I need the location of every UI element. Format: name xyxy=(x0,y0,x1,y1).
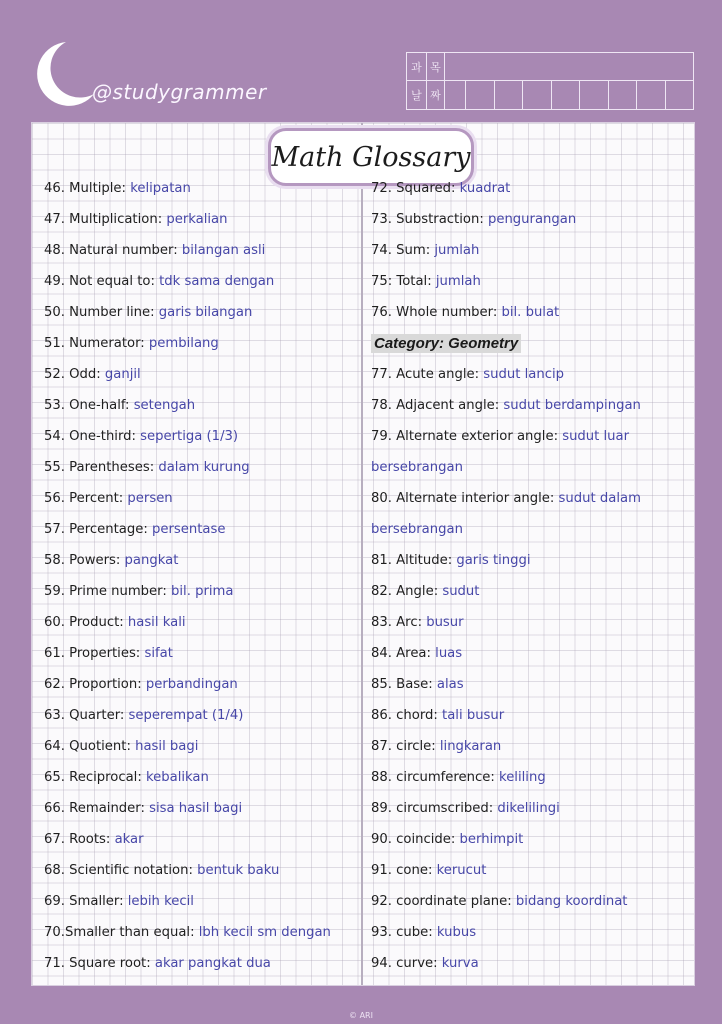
translation: sifat xyxy=(144,646,173,661)
glossary-item xyxy=(371,178,691,209)
glossary-item xyxy=(371,922,691,953)
term: 74. Sum: xyxy=(371,243,435,258)
translation: kuadrat xyxy=(459,181,511,196)
glossary-item xyxy=(44,922,364,953)
term: 86. chord: xyxy=(371,708,443,723)
glossary-right-column xyxy=(371,178,691,984)
translation: lbh kecil sm dengan xyxy=(198,925,331,940)
glossary-item xyxy=(371,364,691,395)
translation: lingkaran xyxy=(439,739,502,754)
term: 71. Square root: xyxy=(44,956,155,971)
glossary-item xyxy=(44,829,364,860)
glossary-item xyxy=(371,767,691,798)
term: 70.Smaller than equal: xyxy=(44,925,199,940)
glossary-item xyxy=(44,395,364,426)
translation: bilangan asli xyxy=(181,243,266,258)
term: 69. Smaller: xyxy=(44,894,128,909)
glossary-item xyxy=(371,643,691,674)
translation: berhimpit xyxy=(459,832,524,847)
glossary-item xyxy=(44,581,364,612)
term: 93. cube: xyxy=(371,925,437,940)
translation: dikelilingi xyxy=(497,801,560,816)
translation: hasil bagi xyxy=(135,739,199,754)
term: 48. Natural number: xyxy=(44,243,182,258)
grid-line xyxy=(608,81,609,109)
glossary-item xyxy=(371,395,691,426)
term: 79. Alternate exterior angle: xyxy=(371,429,563,444)
footer-credit: © ARI xyxy=(349,1011,373,1020)
glossary-item xyxy=(44,550,364,581)
translation: jumlah xyxy=(434,243,480,258)
translation: pembilang xyxy=(148,336,219,351)
glossary-item xyxy=(44,426,364,457)
term: 66. Remainder: xyxy=(44,801,150,816)
glossary-item xyxy=(371,581,691,612)
term: 88. circumference: xyxy=(371,770,500,785)
glossary-item xyxy=(371,488,691,519)
translation: setengah xyxy=(133,398,196,413)
term: 65. Reciprocal: xyxy=(44,770,146,785)
glossary-item xyxy=(44,767,364,798)
term: 67. Roots: xyxy=(44,832,115,847)
translation: jumlah xyxy=(435,274,481,289)
grid-line xyxy=(551,81,552,109)
label-cell: 과 xyxy=(407,53,427,80)
translation: perbandingan xyxy=(145,677,238,692)
glossary-item xyxy=(371,550,691,581)
translation: busur xyxy=(426,615,464,630)
term: 81. Altitude: xyxy=(371,553,457,568)
glossary-item xyxy=(44,240,364,271)
term: 76. Whole number: xyxy=(371,305,502,320)
term: 60. Product: xyxy=(44,615,128,630)
term: 87. circle: xyxy=(371,739,440,754)
translation: bil. bulat xyxy=(501,305,560,320)
translation: bil. prima xyxy=(171,584,234,599)
term: 57. Percentage: xyxy=(44,522,152,537)
term: 94. curve: xyxy=(371,956,442,971)
glossary-item xyxy=(371,829,691,860)
glossary-item xyxy=(44,953,364,984)
glossary-item xyxy=(44,302,364,333)
translation: dalam kurung xyxy=(158,460,250,475)
handle-text: @studygrammer xyxy=(92,80,267,104)
translation: sudut dalam xyxy=(558,491,641,506)
term: 52. Odd: xyxy=(44,367,105,382)
grid-line xyxy=(522,81,523,109)
translation: lebih kecil xyxy=(127,894,194,909)
glossary-item xyxy=(44,891,364,922)
term: 91. cone: xyxy=(371,863,437,878)
grid-line xyxy=(665,81,666,109)
term: 47. Multiplication: xyxy=(44,212,167,227)
translation: akar xyxy=(114,832,144,847)
label-cell: 목 xyxy=(427,53,445,80)
glossary-item xyxy=(44,705,364,736)
translation: sudut berdampingan xyxy=(503,398,641,413)
translation: kubus xyxy=(436,925,477,940)
translation: pangkat xyxy=(124,553,179,568)
term: 72. Squared: xyxy=(371,181,460,196)
term: 73. Substraction: xyxy=(371,212,488,227)
glossary-item xyxy=(371,953,691,984)
glossary-item xyxy=(371,860,691,891)
moon-icon xyxy=(36,40,98,106)
term: 78. Adjacent angle: xyxy=(371,398,504,413)
translation: hasil kali xyxy=(127,615,186,630)
translation: seperempat (1/4) xyxy=(128,708,244,723)
grid-line xyxy=(465,81,466,109)
glossary-item xyxy=(371,612,691,643)
glossary-item xyxy=(44,519,364,550)
translation: keliling xyxy=(499,770,546,785)
glossary-item xyxy=(371,271,691,302)
glossary-item xyxy=(371,302,691,333)
glossary-item xyxy=(44,488,364,519)
term: 46. Multiple: xyxy=(44,181,131,196)
term: 85. Base: xyxy=(371,677,437,692)
glossary-item xyxy=(371,240,691,271)
glossary-item xyxy=(371,209,691,240)
glossary-item xyxy=(371,798,691,829)
glossary-item xyxy=(44,178,364,209)
category-row xyxy=(371,333,691,364)
term: 77. Acute angle: xyxy=(371,367,484,382)
translation: luas xyxy=(435,646,463,661)
term: 90. coincide: xyxy=(371,832,460,847)
term: 68. Scientific notation: xyxy=(44,863,198,878)
translation: bentuk baku xyxy=(197,863,280,878)
translation-continuation: bersebrangan xyxy=(371,522,463,537)
term: 92. coordinate plane: xyxy=(371,894,516,909)
term: 54. One-third: xyxy=(44,429,141,444)
term: 83. Arc: xyxy=(371,615,427,630)
term: 53. One-half: xyxy=(44,398,134,413)
translation: bidang koordinat xyxy=(515,894,628,909)
term: 75: Total: xyxy=(371,274,436,289)
label-cell: 짜 xyxy=(427,81,445,109)
translation: pengurangan xyxy=(487,212,577,227)
translation: perkalian xyxy=(166,212,228,227)
translation: kurva xyxy=(441,956,479,971)
term: 50. Number line: xyxy=(44,305,159,320)
translation: sisa hasil bagi xyxy=(149,801,243,816)
translation: sudut xyxy=(442,584,480,599)
glossary-left-column xyxy=(44,178,364,984)
translation: ganjil xyxy=(104,367,141,382)
translation: akar pangkat dua xyxy=(154,956,271,971)
translation: persen xyxy=(127,491,173,506)
translation: garis tinggi xyxy=(456,553,531,568)
glossary-item xyxy=(44,612,364,643)
glossary-item xyxy=(44,209,364,240)
glossary-item xyxy=(44,798,364,829)
translation: kebalikan xyxy=(145,770,209,785)
translation-continuation: bersebrangan xyxy=(371,460,463,475)
glossary-item xyxy=(371,705,691,736)
glossary-item xyxy=(44,643,364,674)
glossary-item xyxy=(44,860,364,891)
term: 89. circumscribed: xyxy=(371,801,498,816)
grid-line xyxy=(494,81,495,109)
glossary-item xyxy=(371,736,691,767)
term: 64. Quotient: xyxy=(44,739,136,754)
glossary-item xyxy=(371,891,691,922)
term: 82. Angle: xyxy=(371,584,443,599)
grid-line xyxy=(579,81,580,109)
term: 63. Quarter: xyxy=(44,708,129,723)
glossary-item xyxy=(44,271,364,302)
label-row-subject xyxy=(407,53,693,81)
term: 62. Proportion: xyxy=(44,677,146,692)
translation: kelipatan xyxy=(130,181,191,196)
translation: persentase xyxy=(152,522,226,537)
translation: tali busur xyxy=(442,708,505,723)
glossary-item xyxy=(371,426,691,457)
term: 51. Numerator: xyxy=(44,336,149,351)
translation: tdk sama dengan xyxy=(159,274,275,289)
term: 55. Parentheses: xyxy=(44,460,159,475)
term: 49. Not equal to: xyxy=(44,274,160,289)
glossary-item xyxy=(44,674,364,705)
translation: sudut lancip xyxy=(483,367,564,382)
term: 80. Alternate interior angle: xyxy=(371,491,559,506)
translation: sudut luar xyxy=(562,429,630,444)
label-cell: 날 xyxy=(407,81,427,109)
term: 59. Prime number: xyxy=(44,584,171,599)
label-grid xyxy=(406,52,694,110)
glossary-item xyxy=(44,736,364,767)
translation: sepertiga (1/3) xyxy=(140,429,239,444)
term: 58. Powers: xyxy=(44,553,125,568)
grid-line xyxy=(636,81,637,109)
category-heading: Category: Geometry xyxy=(371,334,521,353)
translation: alas xyxy=(436,677,464,692)
term: 61. Properties: xyxy=(44,646,145,661)
term: 56. Percent: xyxy=(44,491,128,506)
label-row-date xyxy=(407,81,693,109)
glossary-item xyxy=(371,674,691,705)
glossary-item xyxy=(44,457,364,488)
glossary-item xyxy=(44,333,364,364)
translation: garis bilangan xyxy=(158,305,253,320)
term: 84. Area: xyxy=(371,646,436,661)
glossary-item xyxy=(44,364,364,395)
page-title: Math Glossary xyxy=(268,128,474,186)
translation: kerucut xyxy=(436,863,487,878)
